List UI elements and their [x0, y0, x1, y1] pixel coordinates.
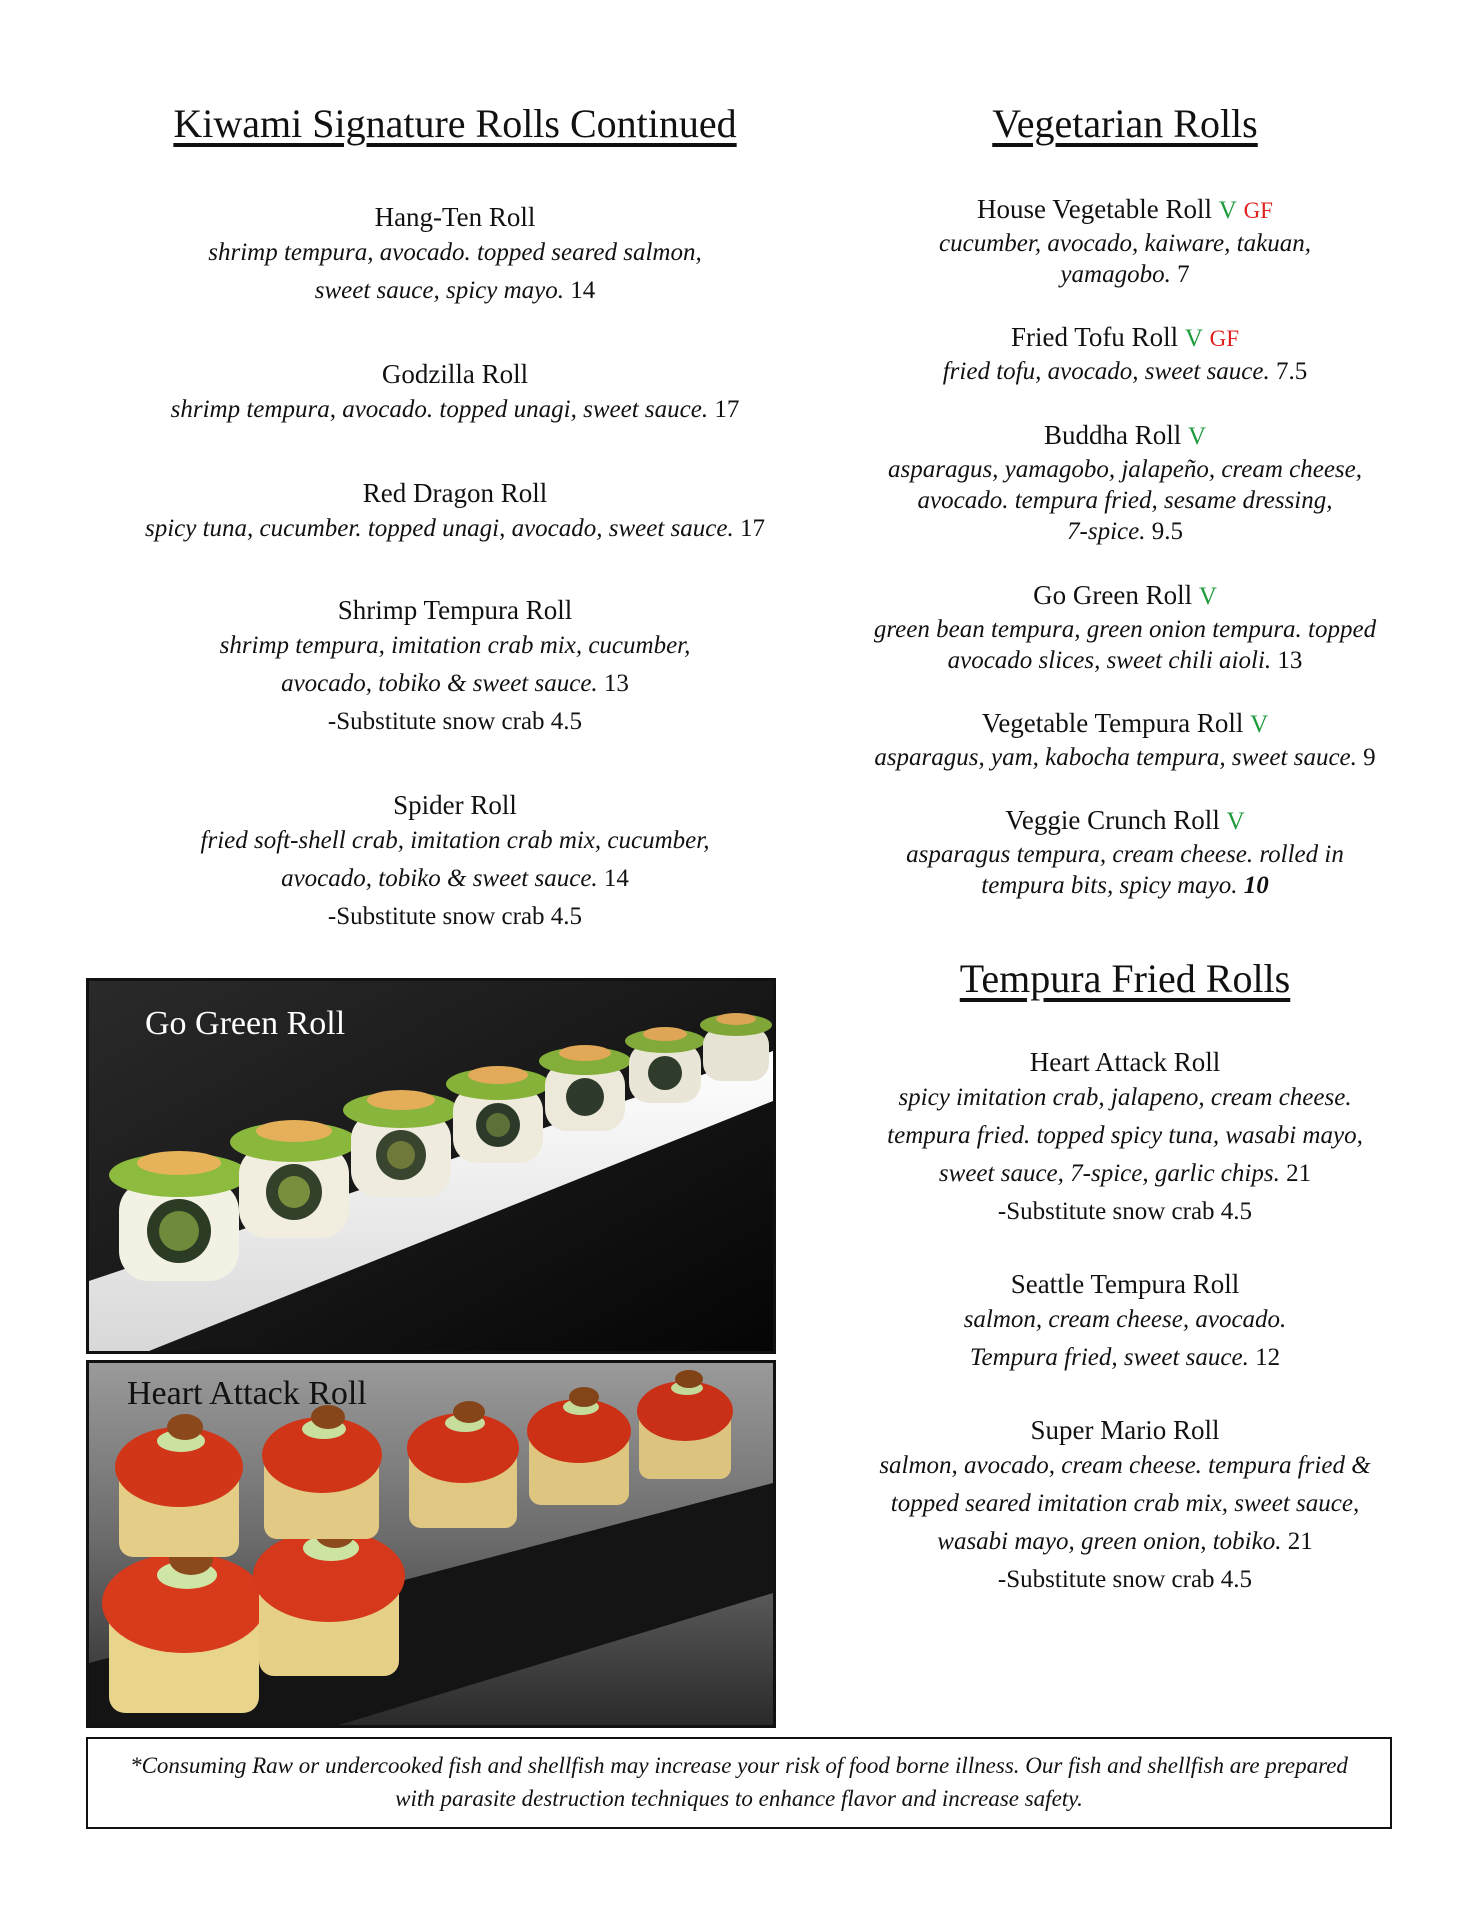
photo-heart-attack-roll [86, 1360, 776, 1728]
item-price: 7 [1177, 261, 1190, 288]
vegetarian-tag: V [1250, 711, 1269, 738]
item-price: 17 [714, 396, 740, 423]
menu-item-heart-attack [840, 1045, 1410, 1231]
item-desc-line: asparagus, yamagobo, jalapeño, cream cheese, [888, 456, 1362, 483]
item-desc-line: asparagus, yam, kabocha tempura, sweet sauce. [874, 744, 1357, 771]
item-name: Veggie Crunch Roll [1005, 805, 1220, 835]
item-name: Hang-Ten Roll [374, 202, 536, 232]
menu-item-seattle-tempura [840, 1267, 1410, 1377]
item-desc-line: sweet sauce, spicy mayo. [314, 277, 564, 304]
item-price: 14 [603, 865, 629, 892]
item-name: Seattle Tempura Roll [1010, 1269, 1240, 1299]
item-desc-line: shrimp tempura, imitation crab mix, cucumber, [219, 632, 691, 659]
section-title-tempura: Tempura Fried Rolls [959, 956, 1291, 1001]
menu-item-godzilla [100, 357, 810, 429]
item-price: 12 [1255, 1344, 1281, 1371]
item-price: 9 [1363, 744, 1376, 771]
menu-item-hang-ten [100, 200, 810, 310]
item-name: Super Mario Roll [1030, 1415, 1220, 1445]
vegetarian-tag: V [1187, 423, 1207, 450]
section-title-vegetarian: Vegetarian Rolls [992, 101, 1258, 146]
item-desc-line: wasabi mayo, green onion, tobiko. [937, 1528, 1282, 1555]
photo-caption: Go Green Roll [145, 1005, 346, 1042]
item-desc-line: avocado, tobiko & sweet sauce. [281, 670, 598, 697]
item-price: 13 [1277, 647, 1303, 674]
item-desc-line: yamagobo. [1060, 261, 1171, 288]
disclaimer-box [86, 1737, 1392, 1829]
menu-item-house-vegetable [840, 192, 1410, 290]
photo-caption: Heart Attack Roll [127, 1375, 367, 1412]
item-desc-line: avocado slices, sweet chili aioli. [947, 647, 1272, 674]
item-desc-line: spicy tuna, cucumber. topped unagi, avocado, sweet sauce. [144, 515, 734, 542]
item-desc-line: tempura bits, spicy mayo. [981, 872, 1238, 899]
item-price: 13 [603, 670, 629, 697]
heart-attack-roll-image [89, 1363, 773, 1725]
item-price: 17 [740, 515, 765, 542]
section-title-signature: Kiwami Signature Rolls Continued [173, 101, 737, 146]
menu-item-go-green [840, 578, 1410, 676]
menu-item-spider [100, 788, 810, 936]
menu-item-fried-tofu [840, 320, 1410, 387]
menu-item-shrimp-tempura [100, 593, 810, 741]
item-name: Shrimp Tempura Roll [337, 595, 573, 625]
item-price: 10 [1243, 872, 1269, 899]
item-name: Fried Tofu Roll [1010, 322, 1179, 352]
item-desc-line: 7-spice. [1067, 518, 1146, 545]
item-price: 7.5 [1276, 358, 1308, 385]
item-name: Red Dragon Roll [362, 478, 548, 508]
item-desc-line: fried soft-shell crab, imitation crab mix, cucumber, [200, 827, 710, 854]
vegetarian-tag: V [1226, 808, 1245, 835]
item-name: Buddha Roll [1043, 420, 1182, 450]
item-desc-line: asparagus tempura, cream cheese. rolled in [906, 841, 1344, 868]
item-desc-line: shrimp tempura, avocado. topped unagi, sweet sauce. [170, 396, 709, 423]
item-price: 21 [1286, 1160, 1312, 1187]
item-price: 21 [1287, 1528, 1313, 1555]
item-desc-line: salmon, avocado, cream cheese. tempura fried & [879, 1452, 1371, 1479]
substitute-note: -Substitute snow crab 4.5 [997, 1566, 1253, 1593]
item-price: 14 [570, 277, 596, 304]
item-desc-line: tempura fried. topped spicy tuna, wasabi mayo, [887, 1122, 1363, 1149]
item-desc-line: cucumber, avocado, kaiware, takuan, [939, 230, 1311, 257]
vegetarian-tag: V [1198, 583, 1217, 610]
item-name: House Vegetable Roll [977, 194, 1212, 224]
menu-item-super-mario [840, 1413, 1410, 1599]
substitute-note: -Substitute snow crab 4.5 [327, 903, 583, 930]
photo-go-green-roll [86, 978, 776, 1354]
substitute-note: -Substitute snow crab 4.5 [327, 708, 583, 735]
item-desc-line: avocado. tempura fried, sesame dressing, [917, 487, 1333, 514]
disclaimer-line: *Consuming Raw or undercooked fish and shellfish may increase your risk of food borne illness. Our fish and shellfish are prepared [130, 1753, 1348, 1778]
item-desc-line: fried tofu, avocado, sweet sauce. [942, 358, 1270, 385]
disclaimer-line: with parasite destruction techniques to enhance flavor and increase safety. [395, 1786, 1083, 1811]
item-desc-line: avocado, tobiko & sweet sauce. [281, 865, 598, 892]
item-desc-line: salmon, cream cheese, avocado. [963, 1306, 1287, 1333]
item-desc-line: topped seared imitation crab mix, sweet sauce, [890, 1490, 1360, 1517]
item-desc-line: green bean tempura, green onion tempura. topped [873, 616, 1377, 643]
item-name: Godzilla Roll [381, 359, 529, 389]
menu-item-vegetable-tempura [840, 706, 1410, 773]
item-name: Heart Attack Roll [1029, 1047, 1221, 1077]
item-price: 9.5 [1151, 518, 1183, 545]
item-desc-line: sweet sauce, 7-spice, garlic chips. [938, 1160, 1280, 1187]
item-name: Vegetable Tempura Roll [981, 708, 1244, 738]
vegetarian-tag: V [1184, 325, 1203, 352]
menu-item-buddha [840, 418, 1410, 547]
item-desc-line: spicy imitation crab, jalapeno, cream cheese. [898, 1084, 1352, 1111]
item-desc-line: shrimp tempura, avocado. topped seared salmon, [208, 239, 702, 266]
menu-item-red-dragon [100, 476, 810, 548]
substitute-note: -Substitute snow crab 4.5 [997, 1198, 1253, 1225]
gluten-free-tag: GF [1243, 198, 1273, 223]
item-name: Spider Roll [393, 790, 517, 820]
menu-item-veggie-crunch [840, 803, 1410, 901]
vegetarian-tag: V [1218, 197, 1237, 224]
item-desc-line: Tempura fried, sweet sauce. [969, 1344, 1249, 1371]
item-name: Go Green Roll [1033, 580, 1193, 610]
gluten-free-tag: GF [1209, 326, 1240, 351]
